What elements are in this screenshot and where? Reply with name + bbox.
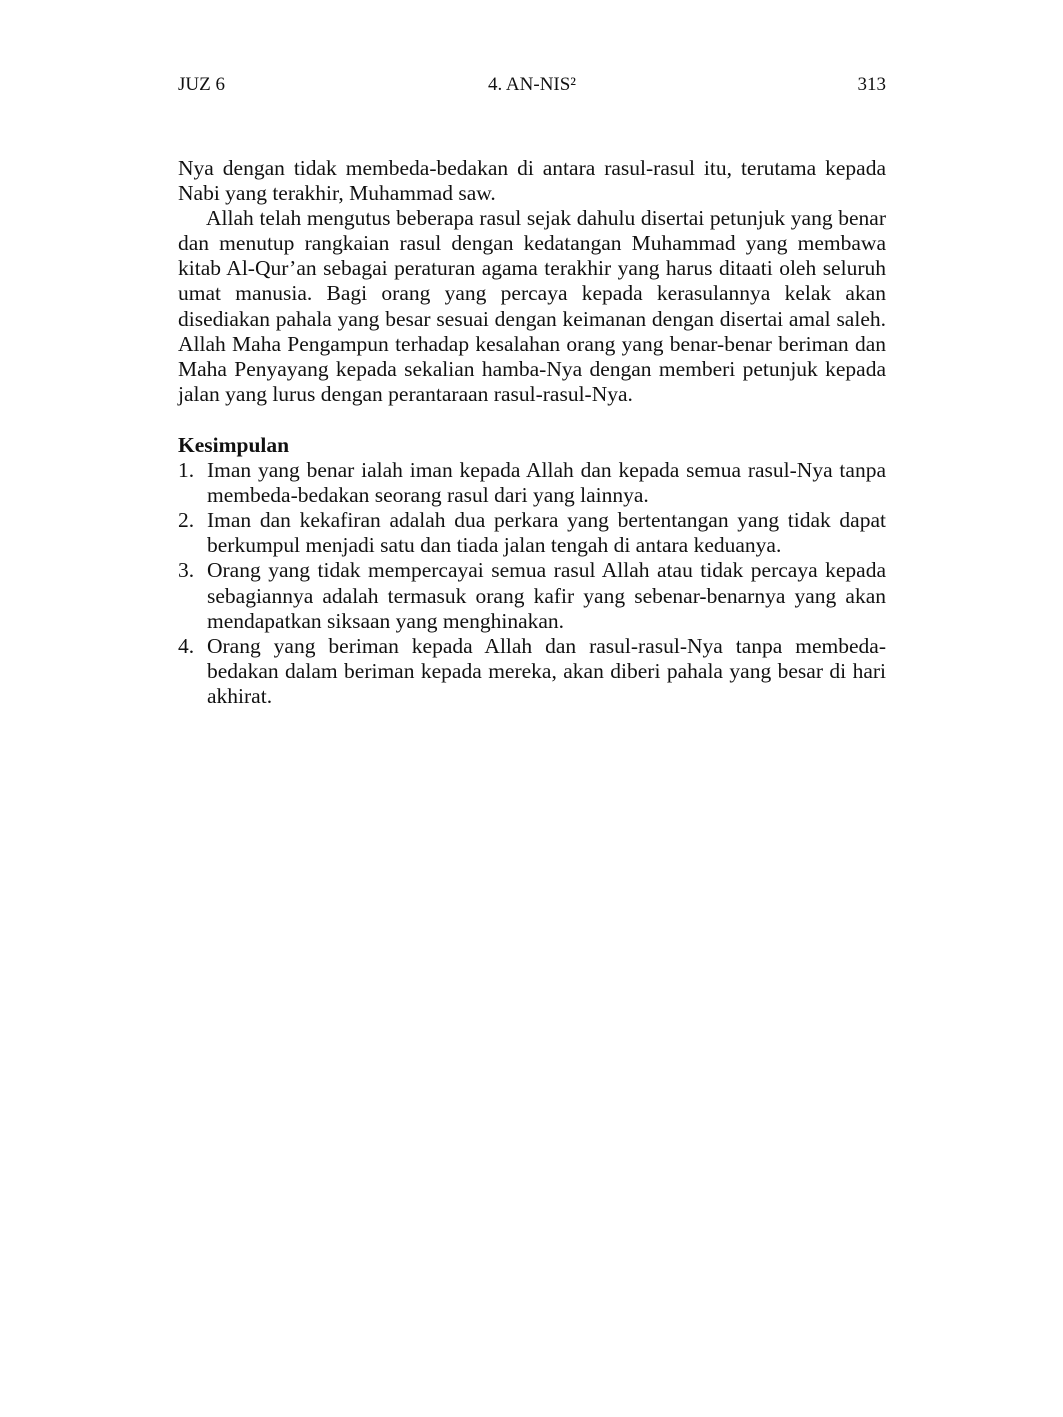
list-item-number: 2.: [178, 508, 195, 533]
running-header: [178, 70, 886, 100]
list-item-text: Orang yang tidak mempercayai semua rasul Allah atau tidak percaya kepada sebagiannya adalah termasuk orang kafir yang sebenar-benarnya yang akan mendapatkan siksaan yang menghinakan.: [207, 558, 886, 633]
page: [178, 70, 886, 709]
body-text: [178, 156, 886, 709]
list-item: [178, 458, 886, 508]
chapter-title: 4. AN-NIS²: [487, 74, 577, 95]
list-item: [178, 508, 886, 558]
list-item: [178, 558, 886, 633]
conclusion-list: [178, 458, 886, 709]
page-number: 313: [857, 74, 886, 95]
paragraph: Allah telah mengutus beberapa rasul sejak dahulu disertai petunjuk yang benar dan menutup rangkaian rasul dengan kedatangan Muhammad yang membawa kitab Al-Qur’an sebagai peraturan agama terakhir yang harus ditaati oleh seluruh umat manusia. Bagi orang yang percaya kepada kerasulannya kelak akan disediakan pahala yang besar sesuai dengan keimanan dengan disertai amal saleh. Allah Maha Pengampun terhadap kesalahan orang yang benar-benar beriman dan Maha Penyayang kepada sekalian hamba-Nya dengan memberi petunjuk kepada jalan yang lurus dengan perantaraan rasul-rasul-Nya.: [178, 206, 886, 406]
juz-label: JUZ 6: [178, 74, 225, 95]
list-item: [178, 634, 886, 709]
list-item-text: Orang yang beriman kepada Allah dan rasul-rasul-Nya tanpa membeda-bedakan dalam beriman kepada mereka, akan diberi pahala yang besar di hari akhirat.: [207, 633, 886, 708]
list-item-number: 3.: [178, 558, 195, 583]
section-heading: Kesimpulan: [178, 432, 290, 457]
paragraph-continuation: Nya dengan tidak membeda-bedakan di antara rasul-rasul itu, terutama kepada Nabi yang terakhir, Muhammad saw.: [178, 156, 886, 206]
list-item-text: Iman dan kekafiran adalah dua perkara yang bertentangan yang tidak dapat berkumpul menjadi satu dan tiada jalan tengah di antara keduanya.: [207, 508, 886, 558]
list-item-number: 4.: [178, 633, 195, 658]
list-item-number: 1.: [178, 458, 195, 483]
list-item-text: Iman yang benar ialah iman kepada Allah dan kepada semua rasul-Nya tanpa membeda-bedakan seorang rasul dari yang lainnya.: [207, 458, 886, 508]
